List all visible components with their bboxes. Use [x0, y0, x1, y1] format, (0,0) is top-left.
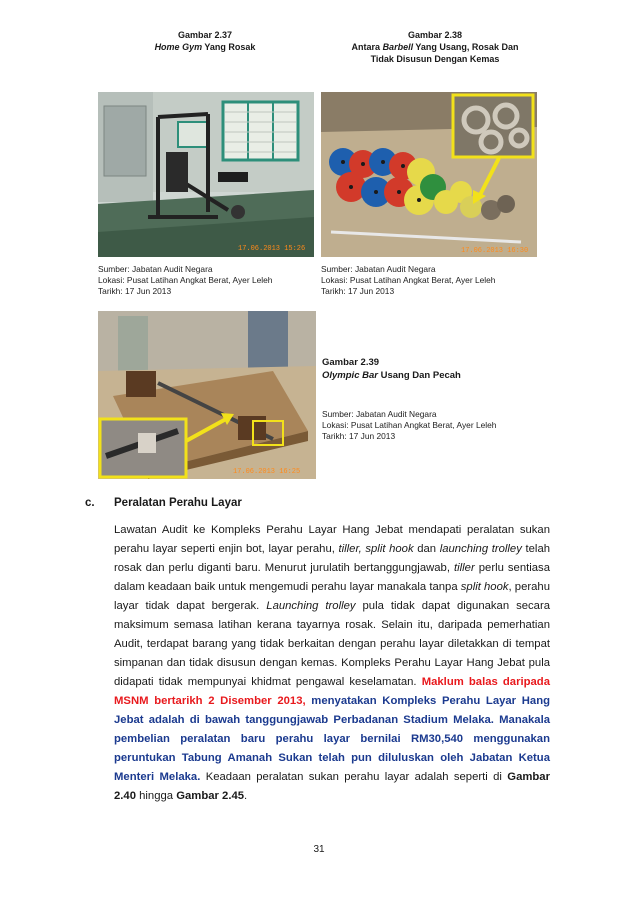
text-run-italic: launching trolley — [439, 543, 522, 555]
response-highlight-blue: menyatakan Kompleks Perahu Layar Hang Jebat adalah di bawah tanggungjawab Perbadanan Stadium Melaka. Manakala pembelian peralatan baru perahu layar bernilai RM30,540 menggunakan peruntukan Tabung Amanah Sukan telah pun diluluskan oleh Jabatan Ketua Menteri Melaka. — [114, 695, 550, 783]
text-run: dan — [413, 543, 440, 555]
text-run: perlu sentiasa dalam keadaan baik untuk mengemudi perahu layar manakala tanpa — [114, 562, 550, 593]
source-line: Sumber: Jabatan Audit Negara — [98, 264, 213, 274]
text-run: hingga — [136, 790, 177, 802]
home-gym-photo — [98, 92, 314, 257]
figure-number: Gambar 2.37 — [177, 30, 233, 40]
home-gym-image — [98, 92, 314, 257]
body-paragraph — [114, 521, 550, 806]
timestamp: 17.06.2013 16:30 — [461, 247, 529, 255]
figure-caption-2-39 — [322, 356, 542, 382]
barbell-photo — [321, 92, 537, 257]
olympic-bar-photo — [98, 311, 316, 479]
date-line: Tarikh: 17 Jun 2013 — [322, 431, 396, 441]
text-run: . — [244, 790, 248, 802]
figure-title-line2: Tidak Disusun Dengan Kemas — [370, 54, 500, 64]
source-line: Sumber: Jabatan Audit Negara — [322, 409, 437, 419]
text-run: , perahu layar tidak dapat bergerak. — [114, 581, 550, 612]
figure-caption-2-38 — [320, 29, 550, 65]
figure-title-italic: Barbell — [382, 42, 414, 52]
text-run-italic: tiller, split hook — [338, 543, 414, 555]
text-run-italic: split hook — [460, 581, 509, 593]
text-run: Keadaan peralatan sukan perahu layar adalah seperti di — [200, 771, 508, 783]
barbell-image — [321, 92, 537, 257]
figure-reference: Gambar 2.45 — [176, 790, 245, 802]
olympic-bar-image — [98, 311, 316, 479]
text-run-italic: tiller — [454, 562, 475, 574]
timestamp: 17.06.2013 16:25 — [233, 468, 301, 476]
location-line: Lokasi: Pusat Latihan Angkat Berat, Ayer Leleh — [322, 420, 497, 430]
figure-title-italic: Home Gym — [154, 42, 203, 52]
timestamp: 17.06.2013 15:26 — [238, 245, 306, 253]
date-line: Tarikh: 17 Jun 2013 — [98, 286, 172, 296]
page-number: 31 — [313, 844, 325, 855]
figure-title: Antara — [351, 42, 383, 52]
source-line: Sumber: Jabatan Audit Negara — [321, 264, 436, 274]
text-run: pula tidak dapat digunakan secara maksimum semasa latihan kerana tayarnya rosak. Selain itu, daripada pemerhatian Audit, terdapat barang yang tidak berkaitan dengan perahu layar diletakkan di tempat simpanan dan tidak disusun dengan kemas. Kompleks Perahu Layar Hang Jebat pula didapati tidak mempunyai khidmat pengawal keselamatan. — [114, 600, 550, 688]
date-line: Tarikh: 17 Jun 2013 — [321, 286, 395, 296]
section-letter: c. — [85, 497, 95, 509]
figure-reference: Gambar 2.40 — [114, 771, 550, 802]
text-run-italic: Launching trolley — [266, 600, 356, 612]
figure-number: Gambar 2.38 — [407, 30, 463, 40]
response-highlight-red: Maklum balas daripada MSNM bertarikh 2 Disember 2013, — [114, 676, 550, 707]
figure-title: Yang Rosak — [202, 42, 256, 52]
text-run: telah rosak dan perlu diganti baru. Menurut jurulatih bertanggungjawab, — [114, 543, 551, 574]
location-line: Lokasi: Pusat Latihan Angkat Berat, Ayer Leleh — [321, 275, 496, 285]
location-line: Lokasi: Pusat Latihan Angkat Berat, Ayer Leleh — [98, 275, 273, 285]
figure-title: Usang Dan Pecah — [377, 370, 461, 381]
figure-caption-2-37 — [120, 29, 290, 53]
source-block-2-38 — [321, 264, 541, 297]
source-block-2-39 — [322, 409, 542, 442]
source-block-2-37 — [98, 264, 318, 297]
figure-title-italic: Olympic Bar — [322, 370, 378, 381]
figure-title: Yang Usang, Rosak Dan — [413, 42, 519, 52]
figure-number: Gambar 2.39 — [322, 357, 380, 368]
text-run: Lawatan Audit ke Kompleks Perahu Layar Hang Jebat mendapati peralatan sukan perahu layar seperti enjin bot, layar perahu, — [114, 524, 550, 555]
section-title: Peralatan Perahu Layar — [114, 497, 242, 509]
